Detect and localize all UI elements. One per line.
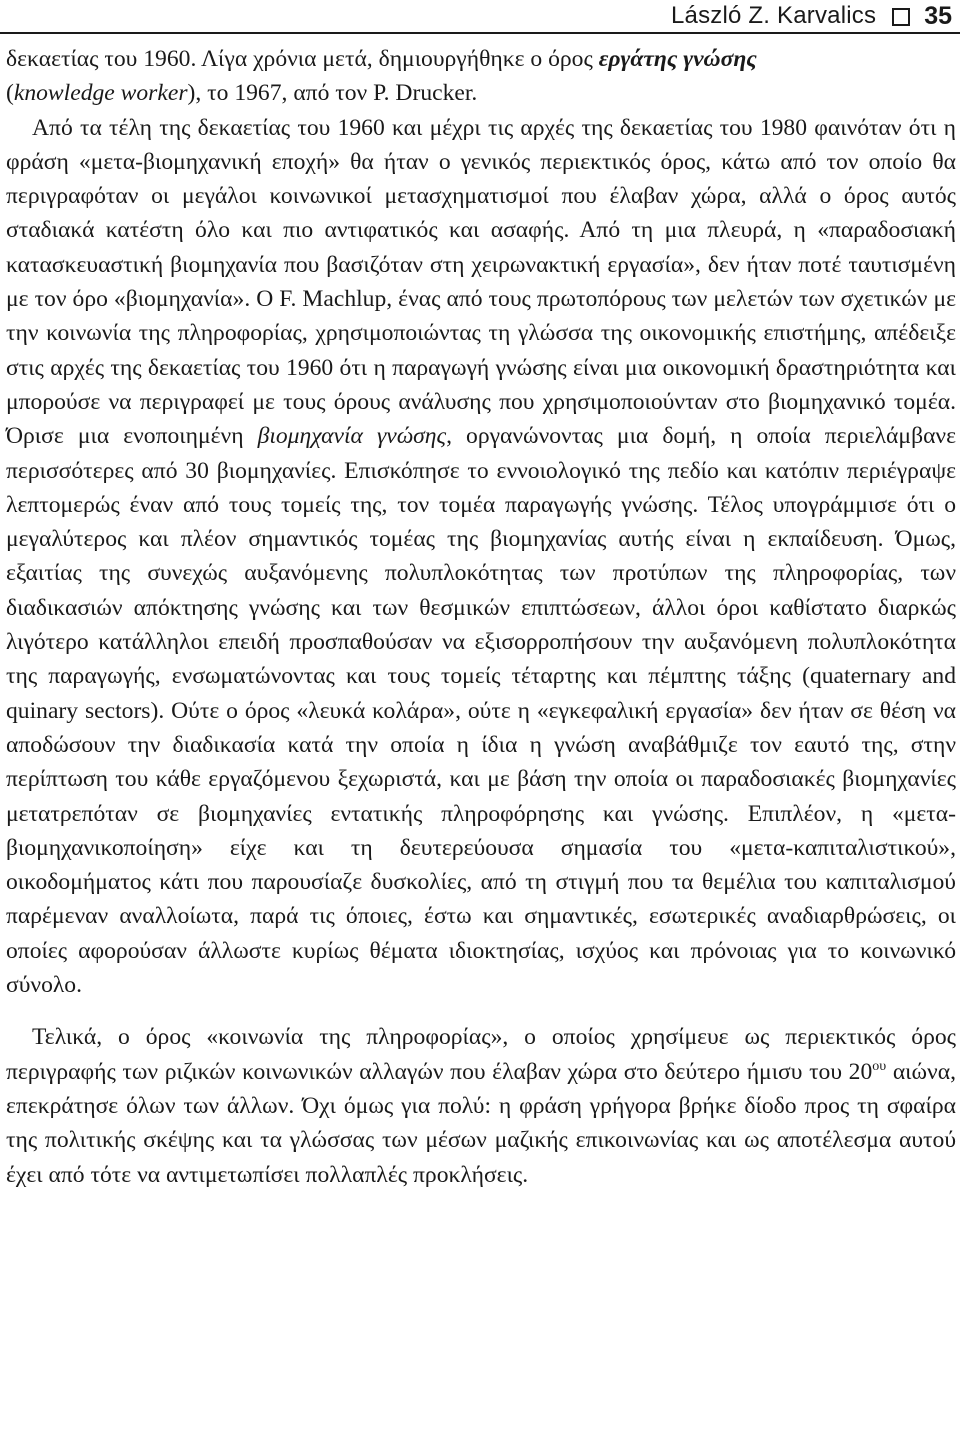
text-run: Από τα τέλη της δεκαετίας του 1960 και μέχρι τις αρχές της δεκαετίας του 1980 φαινόταν ότι η φράση «μετα-βιομηχανική εποχή» θα ήταν ο γενικός περιεκτικός όρος, κάτω από τον οποίο θα περιγραφόταν οι μεγάλοι κοινωνικοί μετασχηματισμοί που έλαβαν χώρα, αλλά ο όρος αυτός σταδιακά κατέστη όλο και πιο αντιφατικός και ασαφής. Από τη μια πλευρά, η «παραδοσιακή κατασκευαστική βιομηχανία που βασιζόταν στη χειρωνακτική εργασία», δεν ήταν ποτέ ταυτισμένη με τον όρο «βιομηχανία». Ο F. Machlup, ένας από τους πρωτοπόρους των μελετών των σχετικών με την κοινωνία της πληροφορίας, χρησιμοποιώντας τη γλώσσα της οικονομικής επιστήμης, απέδειξε στις αρχές της δεκαετίας του 1960 ότι η παραγωγή γνώσης είναι μια οικονομική δραστηριότητα και μπορούσε να περιγραφεί με τους όρους ανάλυσης που χρησιμοποιούνταν στο βιομηχανικό τομέα. Όρισε μια ενοποιημένη [6,114,956,450]
term-knowledge-worker-greek: εργάτης γνώσης [598,46,757,72]
paragraph-1-intro [6,42,956,111]
paragraph-2 [6,1020,956,1191]
text-run: ), το 1967, από τον P. Drucker. [187,80,478,107]
term-knowledge-worker-english: knowledge worker [13,80,188,107]
text-run: ( [6,80,14,107]
header-author: László Z. Karvalics [670,2,877,29]
text-run: , οργανώνοντας μια δομή, η οποία περιελάμβανε περισσότερες από 30 βιομηχανίες. Επισκόπησε το εννοιολογικό της πεδίο και κατόπιν περιέγραψε λεπτομερώς έναν από τους τομείς της, τον τομέα παραγωγής γνώσης. Τέλος υπογράμμισε ότι ο μεγαλύτερος και πλέον σημαντικός τομέας της βιομηχανίας αυτής είναι η εκπαίδευση. Όμως, εξαιτίας της συνεχώς αυξανόμενης πολυπλοκότητας των προτύπων της πληροφορίας, των διαδικασιών απόκτησης γνώσης και των θεσμικών επιπτώσεων, άλλοι όροι καθίστατο διαρκώς λιγότερο κατάλληλοι επειδή προσπαθούσαν να εξισορροπήσουν την αυξανόμενη πολυπλοκότητα της παραγωγής, ενσωματώνοντας και τους τομείς τέταρτης και πέμπτης τάξης (quaternary and quinary sectors). Ούτε ο όρος «λευκά κολάρα», ούτε η «εγκεφαλική εργασία» δεν ήταν σε θέση να αποδώσουν την διαδικασία κατά την οποία η ίδια η γνώση αναβάθμιζε τον εαυτό της, στην περίπτωση του κάθε εργαζόμενου ξεχωριστά, και με βάση την οποία οι παραδοσιακές βιομηχανίες μετατρεπόταν σε βιομηχανίες εντατικής πληροφόρησης και γνώσης. Επιπλέον, η «μετα-βιομηχανικοποίηση» είχε και τη δευτερεύουσα σημασία του «μετα-καπιταλιστικού», οικοδομήματος κάτι που παρουσίαζε δυσκολίες, από τη στιγμή που τα θεμέλια του καπιταλισμού παρέμεναν αναλλοίωτα, παρά τις όποιες, έστω και σημαντικές, εσωτερικές αναδιαρθρώσεις, οι οποίες αφορούσαν άλλωστε κυρίως θέματα ιδιοκτησίας, ισχύος και πρόνοιας για το κοινωνικό σύνολο. [6,423,957,999]
text-run: δεκαετίας του 1960. Λίγα χρόνια μετά, δημιουργήθηκε ο όρος [6,46,599,72]
superscript-ordinal: ου [872,1058,887,1074]
running-header [0,0,960,34]
body-text [6,42,956,1192]
text-run: αιώνα, επεκράτησε όλων των άλλων. Όχι όμως για πολύ: η φράση γρήγορα βρήκε δίοδο προς τη σφαίρα της πολιτικής σκέψης και τα γλώσσας των μέσων μαζικής επικοινωνίας και ως αποτέλεσμα αυτού έχει από τότε να αντιμετωπίσει πολλαπλές προκλήσεις. [6,1058,956,1188]
page-number: 35 [924,1,952,30]
term-knowledge-industry: βιομηχανία γνώσης [257,423,447,450]
paragraph-1-body [6,111,956,1003]
header-box-icon [892,8,910,26]
text-run: Τελικά, ο όρος «κοινωνία της πληροφορίας», ο οποίος χρησίμευε ως περιεκτικός όρος περιγραφής των ριζικών κοινωνικών αλλαγών που έλαβαν χώρα στο δεύτερο ήμισυ του 20 [6,1024,956,1085]
